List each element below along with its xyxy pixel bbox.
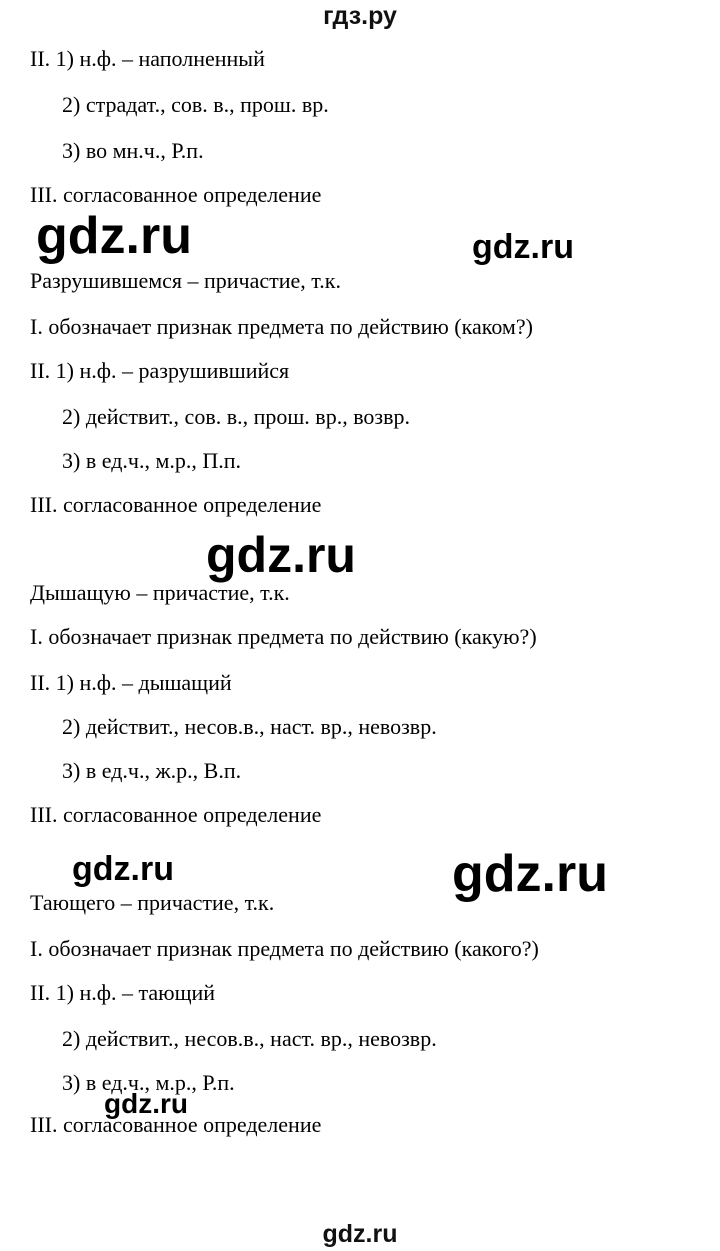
watermark: gdz.ru bbox=[206, 527, 356, 583]
text-line: 2) страдат., сов. в., прош. вр. bbox=[62, 92, 329, 117]
watermark: gdz.ru bbox=[472, 228, 574, 266]
text-line: 3) во мн.ч., Р.п. bbox=[62, 138, 204, 163]
watermark: gdz.ru bbox=[452, 845, 608, 903]
text-line: III. согласованное определение bbox=[30, 492, 322, 517]
text-line: Дышащую – причастие, т.к. bbox=[30, 580, 290, 605]
text-line: 3) в ед.ч., ж.р., В.п. bbox=[62, 758, 242, 783]
text-line: 2) действит., несов.в., наст. вр., невозвр. bbox=[62, 1026, 437, 1051]
text-line: II. 1) н.ф. – тающий bbox=[30, 980, 216, 1005]
page-header: гдз.ру bbox=[323, 2, 397, 30]
text-line: II. 1) н.ф. – разрушившийся bbox=[30, 358, 290, 383]
watermark: gdz.ru bbox=[72, 850, 174, 888]
text-line: 2) действит., несов.в., наст. вр., невозвр. bbox=[62, 714, 437, 739]
text-line: I. обозначает признак предмета по действию (какого?) bbox=[30, 936, 539, 961]
page-footer: gdz.ru bbox=[322, 1220, 398, 1248]
text-line: 3) в ед.ч., м.р., Р.п. bbox=[62, 1070, 235, 1095]
text-line: III. согласованное определение bbox=[30, 802, 322, 827]
text-line: Тающего – причастие, т.к. bbox=[30, 890, 275, 915]
text-line: I. обозначает признак предмета по действию (каком?) bbox=[30, 314, 533, 339]
text-line: 2) действит., сов. в., прош. вр., возвр. bbox=[62, 404, 411, 429]
watermark: gdz.ru bbox=[36, 207, 192, 265]
text-line: II. 1) н.ф. – дышащий bbox=[30, 670, 232, 695]
text-line: III. согласованное определение bbox=[30, 182, 322, 207]
text-line: III. согласованное определение bbox=[30, 1112, 322, 1137]
text-line: I. обозначает признак предмета по действию (какую?) bbox=[30, 624, 537, 649]
text-line: 3) в ед.ч., м.р., П.п. bbox=[62, 448, 242, 473]
watermark: gdz.ru bbox=[104, 1088, 188, 1119]
text-line: II. 1) н.ф. – наполненный bbox=[30, 46, 265, 71]
text-line: Разрушившемся – причастие, т.к. bbox=[30, 268, 341, 293]
